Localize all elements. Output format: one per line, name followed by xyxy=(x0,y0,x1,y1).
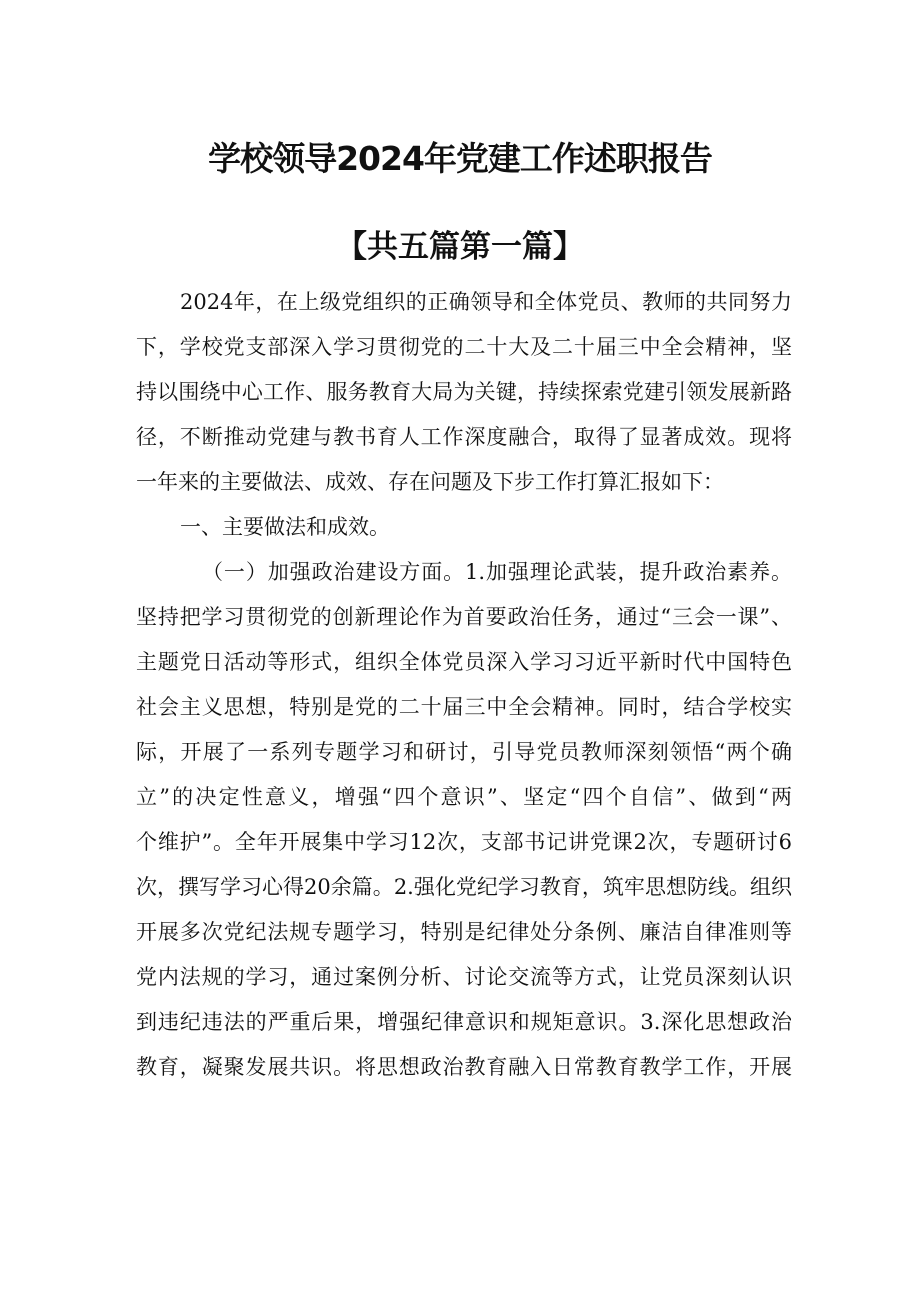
body-line: 个维护”。全年开展集中学习12次，支部书记讲党课2次，专题研讨6 xyxy=(136,830,792,854)
body-line: 际，开展了一系列专题学习和研讨，引导党员教师深刻领悟“两个确 xyxy=(136,740,792,764)
body-line: 立”的决定性意义，增强“四个意识”、坚定“四个自信”、做到“两 xyxy=(136,785,792,809)
body-line: 下，学校党支部深入学习贯彻党的二十大及二十届三中全会精神，坚 xyxy=(136,335,792,359)
body-line: 2024年，在上级党组织的正确领导和全体党员、教师的共同努力 xyxy=(180,290,792,314)
body-line: （一）加强政治建设方面。1.加强理论武装，提升政治素养。 xyxy=(202,560,792,584)
body-line: 开展多次党纪法规专题学习，特别是纪律处分条例、廉洁自律准则等 xyxy=(136,920,792,944)
body-line: 持以围绕中心工作、服务教育大局为关键，持续探索党建引领发展新路 xyxy=(136,380,792,404)
document-title: 学校领导2024年党建工作述职报告 xyxy=(208,139,712,178)
body-line: 主题党日活动等形式，组织全体党员深入学习习近平新时代中国特色 xyxy=(136,650,792,674)
body-line: 党内法规的学习，通过案例分析、讨论交流等方式，让党员深刻认识 xyxy=(136,965,792,989)
body-line: 次，撰写学习心得20余篇。2.强化党纪学习教育，筑牢思想防线。组织 xyxy=(136,875,792,899)
body-line: 到违纪违法的严重后果，增强纪律意识和规矩意识。3.深化思想政治 xyxy=(136,1010,792,1034)
body-line: 一年来的主要做法、成效、存在问题及下步工作打算汇报如下： xyxy=(136,470,724,494)
body-line: 坚持把学习贯彻党的创新理论作为首要政治任务，通过“三会一课”、 xyxy=(136,605,792,629)
body-line: 社会主义思想，特别是党的二十届三中全会精神。同时，结合学校实 xyxy=(136,695,792,719)
body-line: 教育，凝聚发展共识。将思想政治教育融入日常教育教学工作，开展 xyxy=(136,1055,792,1079)
document-body xyxy=(136,280,792,1090)
section-heading: 一、主要做法和成效。 xyxy=(180,515,390,539)
body-line: 径，不断推动党建与教书育人工作深度融合，取得了显著成效。现将 xyxy=(136,425,792,449)
document-subtitle: 【共五篇第一篇】 xyxy=(336,229,584,265)
